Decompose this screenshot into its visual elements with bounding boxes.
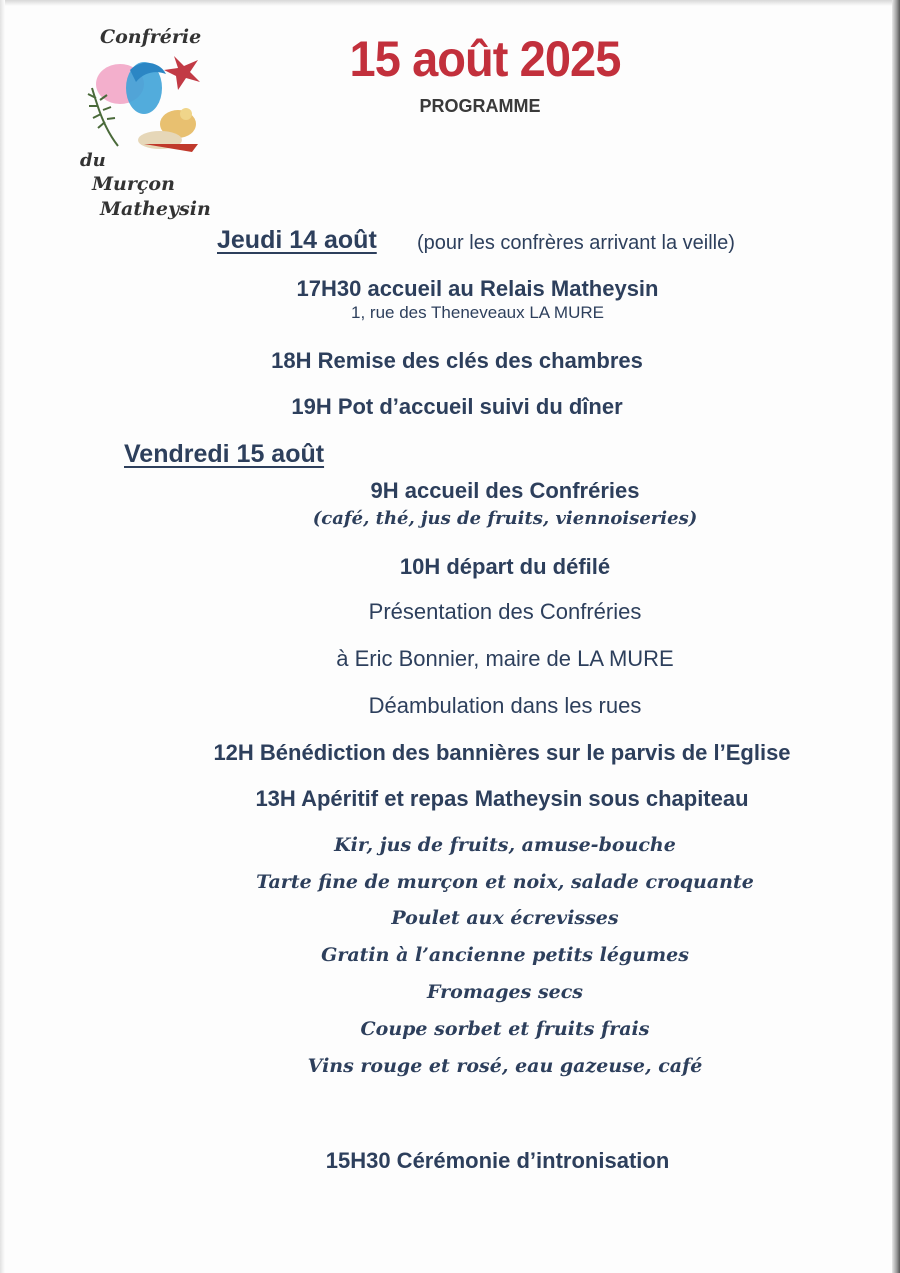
vendredi-item-defile: 10H départ du défilé (399, 554, 611, 579)
menu-item-kir: Kir, jus de fruits, amuse-bouche (334, 834, 676, 856)
vendredi-item-collation: (café, thé, jus de fruits, viennoiseries) (312, 508, 698, 529)
vendredi-item-aperitif: 13H Apéritif et repas Matheysin sous chapiteau (255, 786, 749, 811)
jeudi-item-accueil: 17H30 accueil au Relais Matheysin (296, 276, 659, 301)
jeudi-item-cles: 18H Remise des clés des chambres (271, 348, 643, 373)
jeudi-item-pot: 19H Pot d’accueil suivi du dîner (291, 394, 623, 419)
menu-item-gratin: Gratin à l’ancienne petits légumes (321, 944, 689, 966)
confrerie-logo-icon (82, 48, 212, 158)
menu-item-vins: Vins rouge et rosé, eau gazeuse, café (307, 1055, 703, 1077)
vendredi-item-deambulation: Déambulation dans les rues (368, 693, 642, 718)
scan-edge-top (0, 0, 900, 6)
event-date-title: 15 août 2025 (349, 31, 621, 87)
scan-edge-right (892, 0, 900, 1273)
menu-item-fromages: Fromages secs (427, 981, 583, 1003)
vendredi-heading: Vendredi 15 août (124, 440, 325, 468)
vendredi-item-benediction: 12H Bénédiction des bannières sur le parvis de l’Eglise (213, 740, 791, 765)
programme-subtitle: PROGRAMME (419, 96, 541, 116)
jeudi-heading: Jeudi 14 août (217, 226, 377, 254)
vendredi-item-maire: à Eric Bonnier, maire de LA MURE (336, 646, 674, 671)
logo-text-du: du (80, 150, 106, 171)
vendredi-item-intronisation: 15H30 Cérémonie d’intronisation (325, 1148, 670, 1173)
jeudi-item-address: 1, rue des Theneveaux LA MURE (351, 303, 604, 322)
jeudi-note: (pour les confrères arrivant la veille) (417, 232, 735, 254)
logo-text-confrerie: Confrérie (100, 26, 202, 48)
vendredi-item-accueil: 9H accueil des Confréries (370, 478, 640, 503)
vendredi-item-presentation: Présentation des Confréries (368, 599, 642, 624)
menu-item-coupe: Coupe sorbet et fruits frais (360, 1018, 650, 1040)
menu-item-tarte: Tarte fine de murçon et noix, salade croquante (256, 871, 754, 893)
menu-item-poulet: Poulet aux écrevisses (391, 907, 619, 929)
logo-text-matheysin: Matheysin (100, 198, 211, 220)
logo-text-murcon: Murçon (92, 173, 175, 195)
scan-edge-left (0, 0, 5, 1273)
